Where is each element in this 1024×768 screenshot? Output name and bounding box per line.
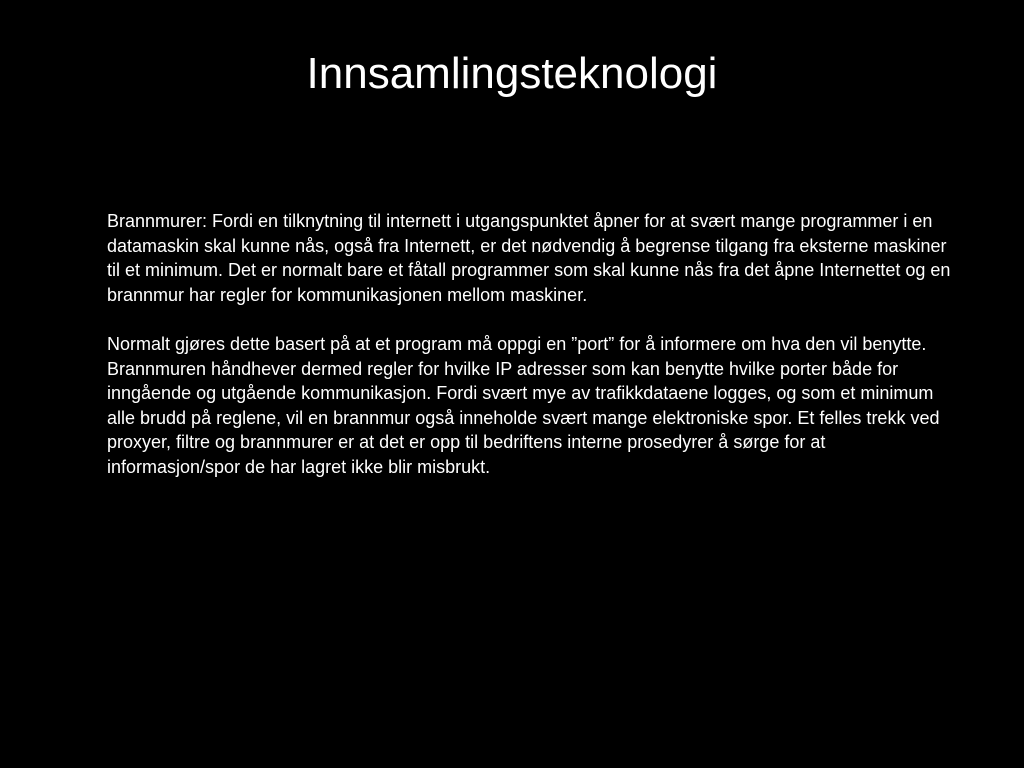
slide-title: Innsamlingsteknologi [306, 49, 718, 98]
body-paragraph-ports: Normalt gjøres dette basert på at et program må oppgi en ”port” for å informere om hva den vil benytte. Brannmuren håndhever dermed regler for hvilke IP adresser som kan benytte hvilke porter både for inngående og utgående kommunikasjon. Fordi svært mye av trafikkdataene logges, og som et minimum alle brudd på reglene, vil en brannmur også inneholde svært mange elektroniske spor. Et felles trekk ved proxyer, filtre og brannmurer er at det er opp til bedriftens interne prosedyrer å sørge for at informasjon/spor de har lagret ikke blir misbrukt. [107, 334, 940, 477]
slide-body [107, 209, 952, 504]
body-paragraph-firewalls: Brannmurer: Fordi en tilknytning til internett i utgangspunktet åpner for at svært mange programmer i en datamaskin skal kunne nås, også fra Internett, er det nødvendig å begrense tilgang fra eksterne maskiner til et minimum. Det er normalt bare et fåtall programmer som skal kunne nås fra det åpne Internettet og en brannmur har regler for kommunikasjonen mellom maskiner. [107, 211, 951, 305]
